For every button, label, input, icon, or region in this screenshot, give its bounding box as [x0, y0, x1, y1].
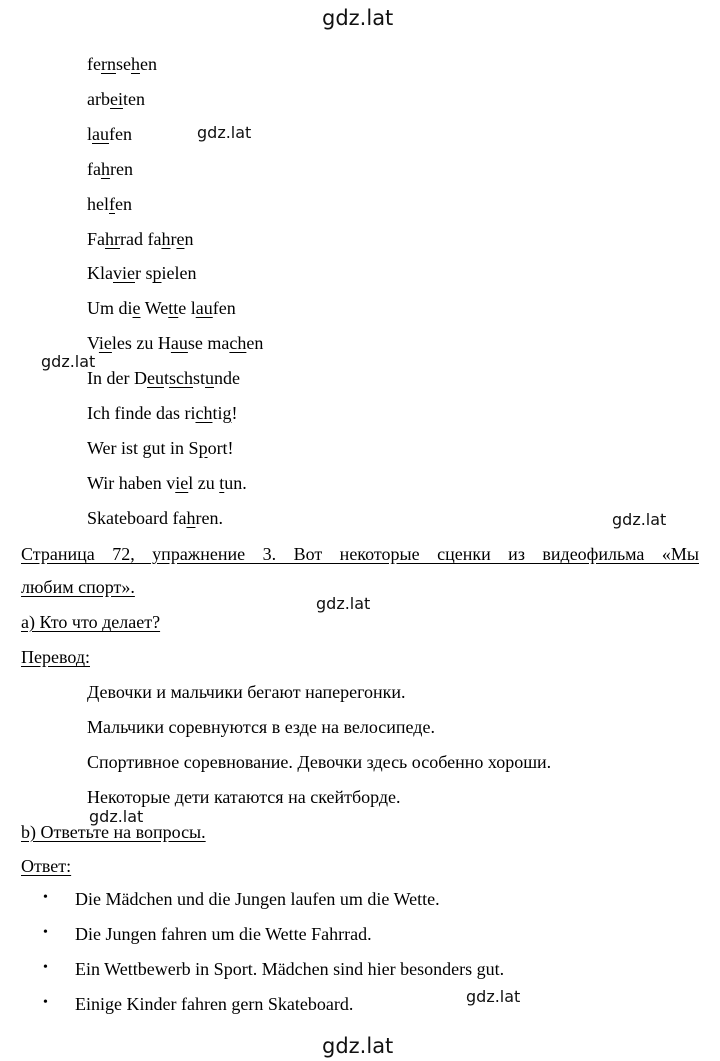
watermark: gdz.lat [197, 123, 252, 142]
underlined-letters: au [170, 333, 188, 354]
underlined-letters: ch [229, 333, 247, 354]
underlined-letters: h [186, 507, 196, 528]
german-word-line [87, 193, 132, 215]
word-segment: r [170, 228, 177, 249]
word-segment: l zu [188, 472, 220, 493]
underlined-letters: hr [105, 228, 120, 249]
word-segment: arb [87, 88, 110, 109]
word-segment: un. [224, 472, 247, 493]
watermark: gdz.lat [466, 987, 521, 1006]
word-segment: Kla [87, 263, 113, 284]
german-word-line [87, 53, 157, 75]
watermark-top: gdz.lat [322, 6, 394, 30]
watermark: gdz.lat [41, 352, 96, 371]
translation-line: Спортивное соревнование. Девочки здесь особенно хороши. [87, 752, 552, 772]
word-segment: ort! [207, 437, 234, 458]
german-word-line [87, 437, 234, 459]
word-segment: hel [87, 193, 109, 214]
word-segment: fe [87, 54, 101, 74]
word-segment: ! [231, 403, 238, 423]
german-word-line [87, 507, 223, 529]
answer-line: Die Mädchen und die Jungen laufen um die Wette. [75, 889, 440, 909]
word-segment: l [87, 123, 93, 144]
word-segment: en [115, 193, 132, 214]
german-word-line [87, 402, 237, 424]
german-word-line [87, 367, 240, 389]
answer-label: Ответ: [21, 856, 72, 876]
part-a-heading: a) Кто что делает? [21, 612, 161, 632]
word-segment: nde [214, 368, 241, 389]
word-segment: t [163, 368, 169, 389]
german-word-line [87, 228, 193, 250]
underlined-letters: e [176, 228, 185, 249]
underlined-letters: eu [146, 368, 164, 389]
german-word-line [87, 472, 247, 494]
underlined-letters: ch [195, 403, 213, 423]
bullet: • [43, 890, 48, 905]
underlined-letters: rn [100, 54, 116, 74]
german-word-line [87, 332, 263, 354]
word-segment: se ma [187, 333, 230, 354]
german-word-line [87, 158, 133, 180]
word-segment: ielen [161, 263, 197, 284]
translation-line: Девочки и мальчики бегают наперегонки. [87, 682, 406, 702]
underlined-letters: sch [169, 368, 193, 389]
underlined-letters: au [195, 298, 213, 319]
word-segment: n [184, 228, 194, 249]
underlined-letters: t [219, 472, 225, 493]
underlined-letters: ie [175, 472, 189, 493]
word-segment: ren [109, 158, 133, 179]
word-segment: st [193, 368, 206, 389]
watermark: gdz.lat [612, 510, 667, 529]
underlined-letters: h [130, 54, 140, 74]
underlined-letters: g [222, 403, 232, 423]
word-segment: ren. [195, 507, 223, 528]
word-segment: ti [212, 403, 223, 423]
underlined-letters: h [161, 228, 171, 249]
word-segment: rad fa [120, 228, 162, 249]
word-segment: fen [212, 298, 236, 319]
underlined-letters: h [100, 158, 110, 179]
word-segment: fen [109, 123, 132, 144]
bullet: • [43, 960, 48, 975]
word-segment: Um di [87, 298, 133, 319]
word-segment: e l [178, 298, 196, 319]
german-word-line [87, 262, 196, 284]
word-segment: r s [135, 263, 153, 284]
word-segment: Ich finde das ri [87, 403, 196, 423]
bullet: • [43, 925, 48, 940]
german-word-line [87, 88, 145, 110]
bullet: • [43, 995, 48, 1010]
watermark-bottom: gdz.lat [322, 1034, 394, 1058]
word-segment: Skateboard fa [87, 507, 187, 528]
translation-line: Мальчики соревнуются в езде на велосипеде. [87, 717, 435, 737]
word-segment: fa [87, 158, 101, 179]
word-segment: V [87, 333, 99, 354]
underlined-letters: p [152, 263, 162, 284]
answer-line: Einige Kinder fahren gern Skateboard. [75, 994, 354, 1014]
underlined-letters: vie [113, 263, 135, 284]
underlined-letters: au [92, 123, 110, 144]
word-segment: les zu H [111, 333, 171, 354]
german-word-line [87, 297, 236, 319]
underlined-letters: p [198, 437, 208, 458]
underlined-letters: u [205, 368, 215, 389]
exercise-title-line2: любим спорт». [21, 577, 135, 597]
word-segment: en [139, 54, 157, 74]
watermark: gdz.lat [89, 807, 144, 826]
word-segment: In der D [87, 368, 147, 389]
underlined-letters: tt [168, 298, 179, 319]
underlined-letters: e [132, 298, 141, 319]
word-segment: Wir haben v [87, 472, 176, 493]
translation-label: Перевод: [21, 647, 90, 667]
translation-line: Некоторые дети катаются на скейтборде. [87, 787, 401, 807]
answer-line: Ein Wettbewerb in Sport. Mädchen sind hier besonders gut. [75, 959, 505, 979]
underlined-letters: ie [98, 333, 112, 354]
answer-line: Die Jungen fahren um die Wette Fahrrad. [75, 924, 372, 944]
underlined-letters: ei [109, 88, 123, 109]
word-segment: We [140, 298, 169, 319]
word-segment: ten [122, 88, 145, 109]
part-b-heading: b) Ответьте на вопросы. [21, 822, 206, 842]
word-segment: Wer ist gut in S [87, 437, 199, 458]
word-segment: en [246, 333, 264, 354]
german-word-line [87, 123, 132, 145]
word-segment: se [115, 54, 131, 74]
underlined-letters: f [109, 193, 115, 214]
watermark: gdz.lat [316, 594, 371, 613]
exercise-title-line1: Страница 72, упражнение 3. Вот некоторые сценки из видеофильма «Мы [21, 544, 699, 564]
word-segment: Fa [87, 228, 105, 249]
